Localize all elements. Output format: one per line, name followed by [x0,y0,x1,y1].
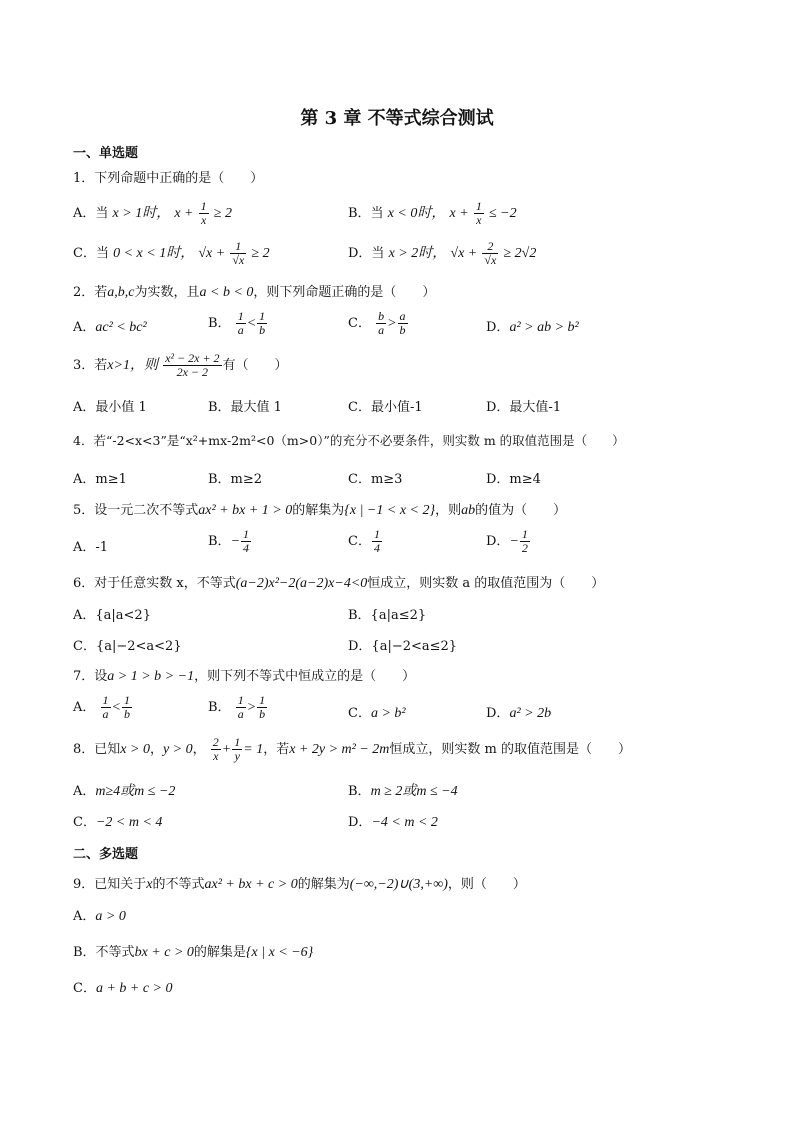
question-8-stem: 8．已知x > 0，y > 0， $\frac{2}{x}$ + $\frac{1}{y}$ = 1，若x + 2y > m² − 2m恒成立，则实数 m 的取值范围是（ ） [73,735,631,763]
question-7-option-b: B． $\frac{1}{a}$ > $\frac{1}{b}$ [208,693,266,721]
question-7-stem: 7．设a > 1 > b > −1，则下列不等式中恒成立的是（ ） [73,669,416,684]
question-5-option-c: C． $\frac{1}{4}$ [348,527,380,555]
question-6-option-a: A．{a|a<2} [73,608,151,623]
question-3-option-c: C．最小值-1 [348,400,423,415]
question-5-option-b: B．− $\frac{1}{4}$ [208,527,250,555]
question-9-option-b: B．不等式bx + c > 0的解集是{x | x < −6} [73,945,314,960]
question-4-option-b: B．m≥2 [208,472,263,487]
question-1-option-b: B．当 x < 0时， x + $\frac{1}{x}$ ≤ −2 [348,199,517,227]
question-4-option-d: D．m≥4 [486,472,541,487]
question-1-option-a: A．当 x > 1时， x + $\frac{1}{x}$ ≥ 2 [73,199,232,227]
question-6-stem: 6．对于任意实数 x，不等式(a−2)x²−2(a−2)x−4<0恒成立，则实数 a 的取值范围为（ ） [73,576,605,591]
question-2-stem: 2．若a,b,c为实数，且a < b < 0，则下列命题正确的是（ ） [73,285,436,300]
question-2-option-b: B． $\frac{1}{a}$ < $\frac{1}{b}$ [208,309,266,337]
question-9-option-c: C．a + b + c > 0 [73,981,173,996]
question-6-option-b: B．{a|a≤2} [348,608,427,623]
question-1-stem: 1．下列命题中正确的是（ ） [73,171,264,186]
page-title: 第 3 章 不等式综合测试 [300,108,494,129]
question-2-option-c: C． $\frac{b}{a}$ > $\frac{a}{b}$ [348,309,406,337]
section-heading-multi: 二、多选题 [73,847,139,862]
question-5-option-d: D．− $\frac{1}{2}$ [486,527,528,555]
question-8-option-b: B．m ≥ 2或m ≤ −4 [348,784,458,799]
question-8-option-d: D．−4 < m < 2 [348,815,438,830]
question-1-option-d: D．当 x > 2时， √x + $\frac{2}{√x}$ ≥ 2√2 [348,239,537,267]
question-7-option-c: C．a > b² [348,706,406,721]
question-4-stem: 4．若“-2<x<3”是“x²+mx-2m²<0（m>0）”的充分不必要条件，则实数 m 的取值范围是（ ） [73,433,625,448]
question-3-option-a: A．最小值 1 [73,400,147,415]
question-3-stem: 3．若x>1，则 $\frac{\text{x² − 2x + 2}}{2x - 2}$ 有（ ） [73,351,288,379]
question-4-option-a: A．m≥1 [73,472,127,487]
question-8-option-c: C．−2 < m < 4 [73,815,163,830]
question-2-option-a: A．ac² < bc² [73,320,147,335]
question-1-option-c: C．当 0 < x < 1时， √x + $\frac{1}{√x}$ ≥ 2 [73,239,270,267]
question-5-stem: 5．设一元二次不等式ax² + bx + 1 > 0的解集为{x | −1 < x < 2}，则ab的值为（ ） [73,503,567,518]
question-4-option-c: C．m≥3 [348,472,403,487]
question-5-option-a: A．-1 [73,540,109,555]
question-6-option-c: C．{a|−2<a<2} [73,639,182,654]
question-7-option-a: A． $\frac{1}{a}$ < $\frac{1}{b}$ [73,693,130,721]
question-3-option-d: D．最大值-1 [486,400,562,415]
question-7-option-d: D．a² > 2b [486,706,552,721]
question-3-option-b: B．最大值 1 [208,400,282,415]
question-9-stem: 9．已知关于x的不等式ax² + bx + c > 0的解集为(−∞,−2)∪(3,+∞)，则（ ） [73,877,526,892]
question-8-option-a: A．m≥4或m ≤ −2 [73,784,176,799]
question-2-option-d: D．a² > ab > b² [486,320,579,335]
question-9-option-a: A．a > 0 [73,909,126,924]
section-heading-single: 一、单选题 [73,146,139,161]
question-6-option-d: D．{a|−2<a≤2} [348,639,458,654]
